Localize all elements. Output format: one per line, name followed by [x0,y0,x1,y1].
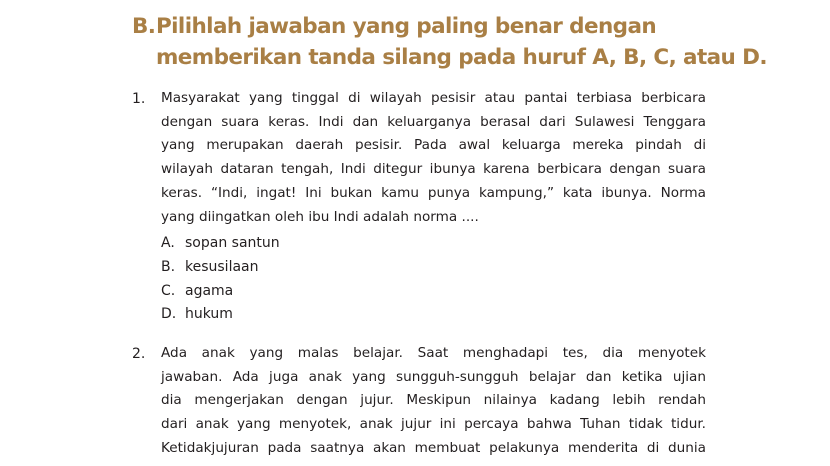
question-line: dengan suara keras. Indi dan keluarganya berasal dari Sulawesi Tenggara [161,113,706,130]
option-a[interactable] [161,232,280,255]
section-title-line-2: memberikan tanda silang pada huruf A, B, C, atau D. [156,45,767,70]
question-line: dia mengerjakan dengan jujur. Meskipun nilainya kadang lebih rendah [161,392,706,409]
question-line: keras. “Indi, ingat! Ini bukan kamu punya kampung,” kata ibunya. Norma [161,184,706,201]
question-line: wilayah dataran tengah, Indi ditegur ibunya karena berbicara dengan suara [161,161,706,178]
question-1-number: 1. [132,91,146,107]
section-letter: B. [132,14,156,39]
option-letter: B. [161,259,176,275]
option-text: hukum [185,306,233,322]
question-2-text [161,342,706,461]
option-b[interactable] [161,256,259,279]
question-line: Masyarakat yang tinggal di wilayah pesisir atau pantai terbiasa berbicara [161,90,706,106]
question-line: yang merupakan daerah pesisir. Pada awal keluarga mereka pindah di [161,137,706,154]
question-line: Ketidakjujuran pada saatnya akan membuat pelakunya menderita di dunia [161,439,706,456]
option-d[interactable] [161,303,233,326]
option-text: kesusilaan [185,259,259,275]
question-2-number: 2. [132,346,146,362]
section-title-line-1: Pilihlah jawaban yang paling benar dengan [156,14,657,39]
option-letter: C. [161,283,176,299]
question-line: dari anak yang menyotek, anak jujur ini percaya bahwa Tuhan tidak tidur. [161,416,706,433]
option-letter: D. [161,306,177,322]
question-line: jawaban. Ada juga anak yang sungguh-sungguh belajar dan ketika ujian [161,368,706,385]
option-text: sopan santun [185,235,280,251]
question-line: Ada anak yang malas belajar. Saat menghadapi tes, dia menyotek [161,345,706,361]
option-letter: A. [161,235,175,251]
option-text: agama [185,283,234,299]
question-1-text [161,87,706,229]
question-line: yang diingatkan oleh ibu Indi adalah norma .... [161,208,479,225]
option-c[interactable] [161,280,233,303]
